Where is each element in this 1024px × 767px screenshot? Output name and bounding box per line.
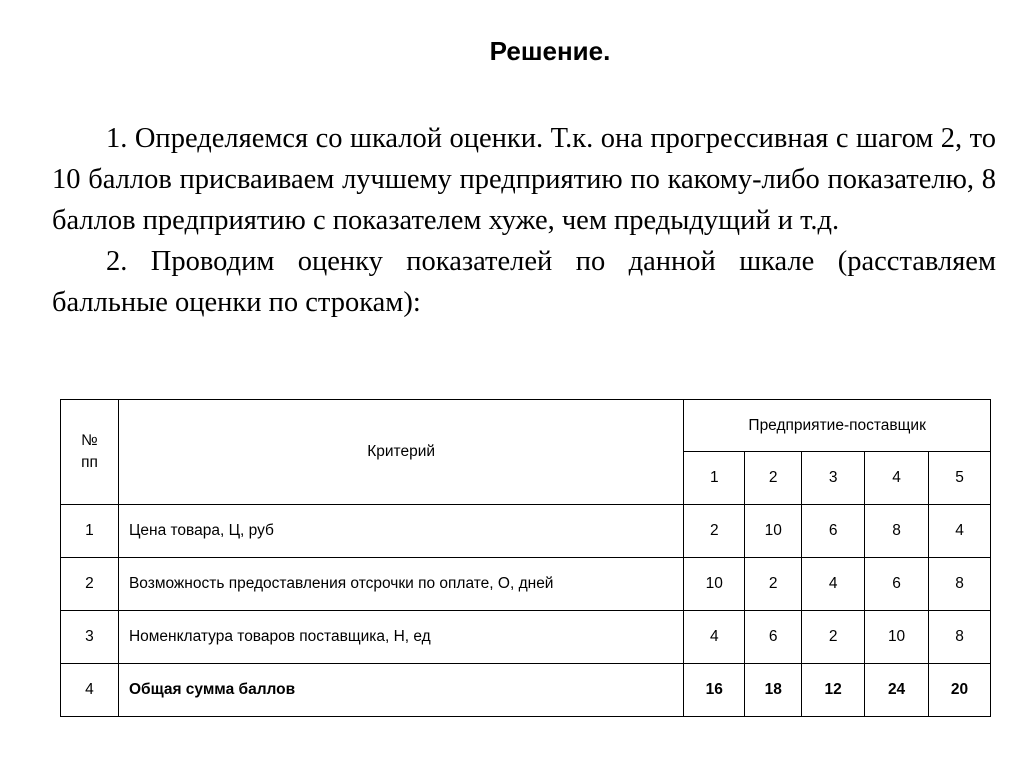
- score-cell: 8: [865, 505, 929, 558]
- row-criterion: Цена товара, Ц, руб: [118, 505, 683, 558]
- score-cell: 2: [745, 558, 802, 611]
- header-supplier-1: 1: [684, 452, 745, 505]
- row-num: 4: [61, 664, 119, 717]
- total-score-cell: 20: [929, 664, 991, 717]
- score-cell: 6: [745, 611, 802, 664]
- header-supplier-5: 5: [929, 452, 991, 505]
- total-score-cell: 12: [802, 664, 865, 717]
- score-cell: 4: [929, 505, 991, 558]
- row-num: 1: [61, 505, 119, 558]
- header-supplier: Предприятие-поставщик: [684, 400, 991, 452]
- score-cell: 10: [745, 505, 802, 558]
- header-criterion: Критерий: [118, 400, 683, 505]
- score-cell: 2: [802, 611, 865, 664]
- row-criterion-total: Общая сумма баллов: [118, 664, 683, 717]
- table-row: [61, 558, 991, 611]
- score-cell: 8: [929, 611, 991, 664]
- header-supplier-2: 2: [745, 452, 802, 505]
- score-cell: 2: [684, 505, 745, 558]
- page-title: Решение.: [489, 36, 611, 66]
- paragraph-step-1: 1. Определяемся со шкалой оценки. Т.к. она прогрессивная с шагом 2, то 10 баллов присваиваем лучшему предприятию по какому-либо показателю, 8 баллов предприятию с показателем хуже, чем предыдущий и т.д.: [52, 123, 996, 236]
- score-cell: 4: [684, 611, 745, 664]
- total-score-cell: 18: [745, 664, 802, 717]
- total-score-cell: 24: [865, 664, 929, 717]
- table-row: [61, 611, 991, 664]
- row-num: 3: [61, 611, 119, 664]
- row-criterion: Возможность предоставления отсрочки по оплате, О, дней: [118, 558, 683, 611]
- score-cell: 8: [929, 558, 991, 611]
- score-cell: 4: [802, 558, 865, 611]
- score-cell: 6: [802, 505, 865, 558]
- score-cell: 6: [865, 558, 929, 611]
- total-score-cell: 16: [684, 664, 745, 717]
- header-supplier-4: 4: [865, 452, 929, 505]
- row-criterion: Номенклатура товаров поставщика, Н, ед: [118, 611, 683, 664]
- score-cell: 10: [684, 558, 745, 611]
- header-supplier-3: 3: [802, 452, 865, 505]
- header-num-cell: [61, 400, 119, 505]
- table-row: [61, 505, 991, 558]
- scores-table: [60, 399, 991, 717]
- row-num: 2: [61, 558, 119, 611]
- header-num-symbol: №: [81, 432, 98, 449]
- table-total-row: [61, 664, 991, 717]
- paragraph-step-2: 2. Проводим оценку показателей по данной шкале (расставляем балльные оценки по строкам):: [52, 246, 996, 318]
- table-header-row: [61, 400, 991, 452]
- score-cell: 10: [865, 611, 929, 664]
- header-num-abbr: пп: [81, 454, 98, 471]
- solution-text: [52, 118, 996, 323]
